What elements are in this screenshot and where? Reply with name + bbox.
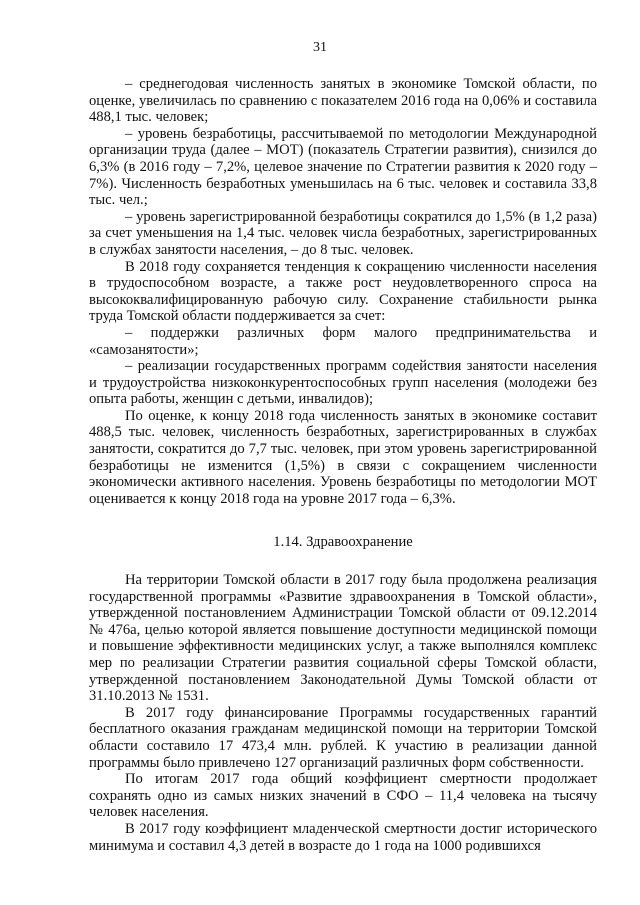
section-heading: 1.14. Здравоохранение — [273, 534, 413, 551]
page-number: 31 — [313, 40, 327, 55]
document-body — [89, 76, 597, 854]
paragraph: – уровень зарегистрированной безработицы сократился до 1,5% (в 1,2 раза) за счет уменьшения на 1,4 тыс. человек числа безработных, зарегистрированных в службах занятости населения, – до 8 тыс. человек. — [89, 208, 597, 258]
paragraph: По итогам 2017 года общий коэффициент смертности продолжает сохранять одно из самых низких значений в СФО – 11,4 человека на тысячу человек населения. — [89, 771, 597, 821]
paragraph: – среднегодовая численность занятых в экономике Томской области, по оценке, увеличилась по сравнению с показателем 2016 года на 0,06% и составила 488,1 тыс. человек; — [89, 76, 597, 126]
paragraph: – уровень безработицы, рассчитываемой по методологии Международной организации труда (далее – МОТ) (показатель Стратегии развития), снизился до 6,3% (в 2016 году – 7,2%, целевое значение по Стратегии развития к 2020 году – 7%). Численность безработных уменьшилась на 6 тыс. человек и составила 33,8 тыс. чел.; — [89, 125, 597, 209]
paragraph: По оценке, к концу 2018 года численность занятых в экономике составит 488,5 тыс. человек, численность безработных, зарегистрированных в службах занятости, сократится до 7,7 тыс. человек, при этом уровень зарегистрированной безработицы не изменится (1,5%) в связи с сокращением численности экономически активного населения. Уровень безработицы по методологии МОТ оценивается к концу 2018 года на уровне 2017 года – 6,3%. — [89, 407, 597, 507]
paragraph: – поддержки различных форм малого предпринимательства и «самозанятости»; — [89, 324, 597, 358]
paragraph: В 2017 году финансирование Программы государственных гарантий бесплатного оказания гражданам медицинской помощи на территории Томской области составило 17 473,4 млн. рублей. К участию в реализации данной программы было привлечено 127 организаций различных форм собственности. — [89, 704, 597, 771]
paragraph: В 2017 году коэффициент младенческой смертности достиг исторического минимума и составил 4,3 детей в возрасте до 1 года на 1000 родившихся — [89, 820, 597, 854]
paragraph: – реализации государственных программ содействия занятости населения и трудоустройства низкоконкурентоспособных групп населения (молодежи без опыта работы, женщин с детьми, инвалидов); — [89, 358, 597, 408]
paragraph: На территории Томской области в 2017 году была продолжена реализация государственной программы «Развитие здравоохранения в Томской области», утвержденной постановлением Администрации Томской области от 09.12.2014 № 476а, целью которой является повышение доступности медицинской помощи и повышение эффективности медицинских услуг, а также выполнялся комплекс мер по реализации Стратегии развития социальной сферы Томской области, утвержденной постановлением Законодательной Думы Томской области от 31.10.2013 № 1531. — [89, 572, 597, 705]
paragraph: В 2018 году сохраняется тенденция к сокращению численности населения в трудоспособном возрасте, а также рост неудовлетворенного спроса на высококвалифицированную рабочую силу. Сохранение стабильности рынка труда Томской области поддерживается за счет: — [89, 258, 597, 325]
